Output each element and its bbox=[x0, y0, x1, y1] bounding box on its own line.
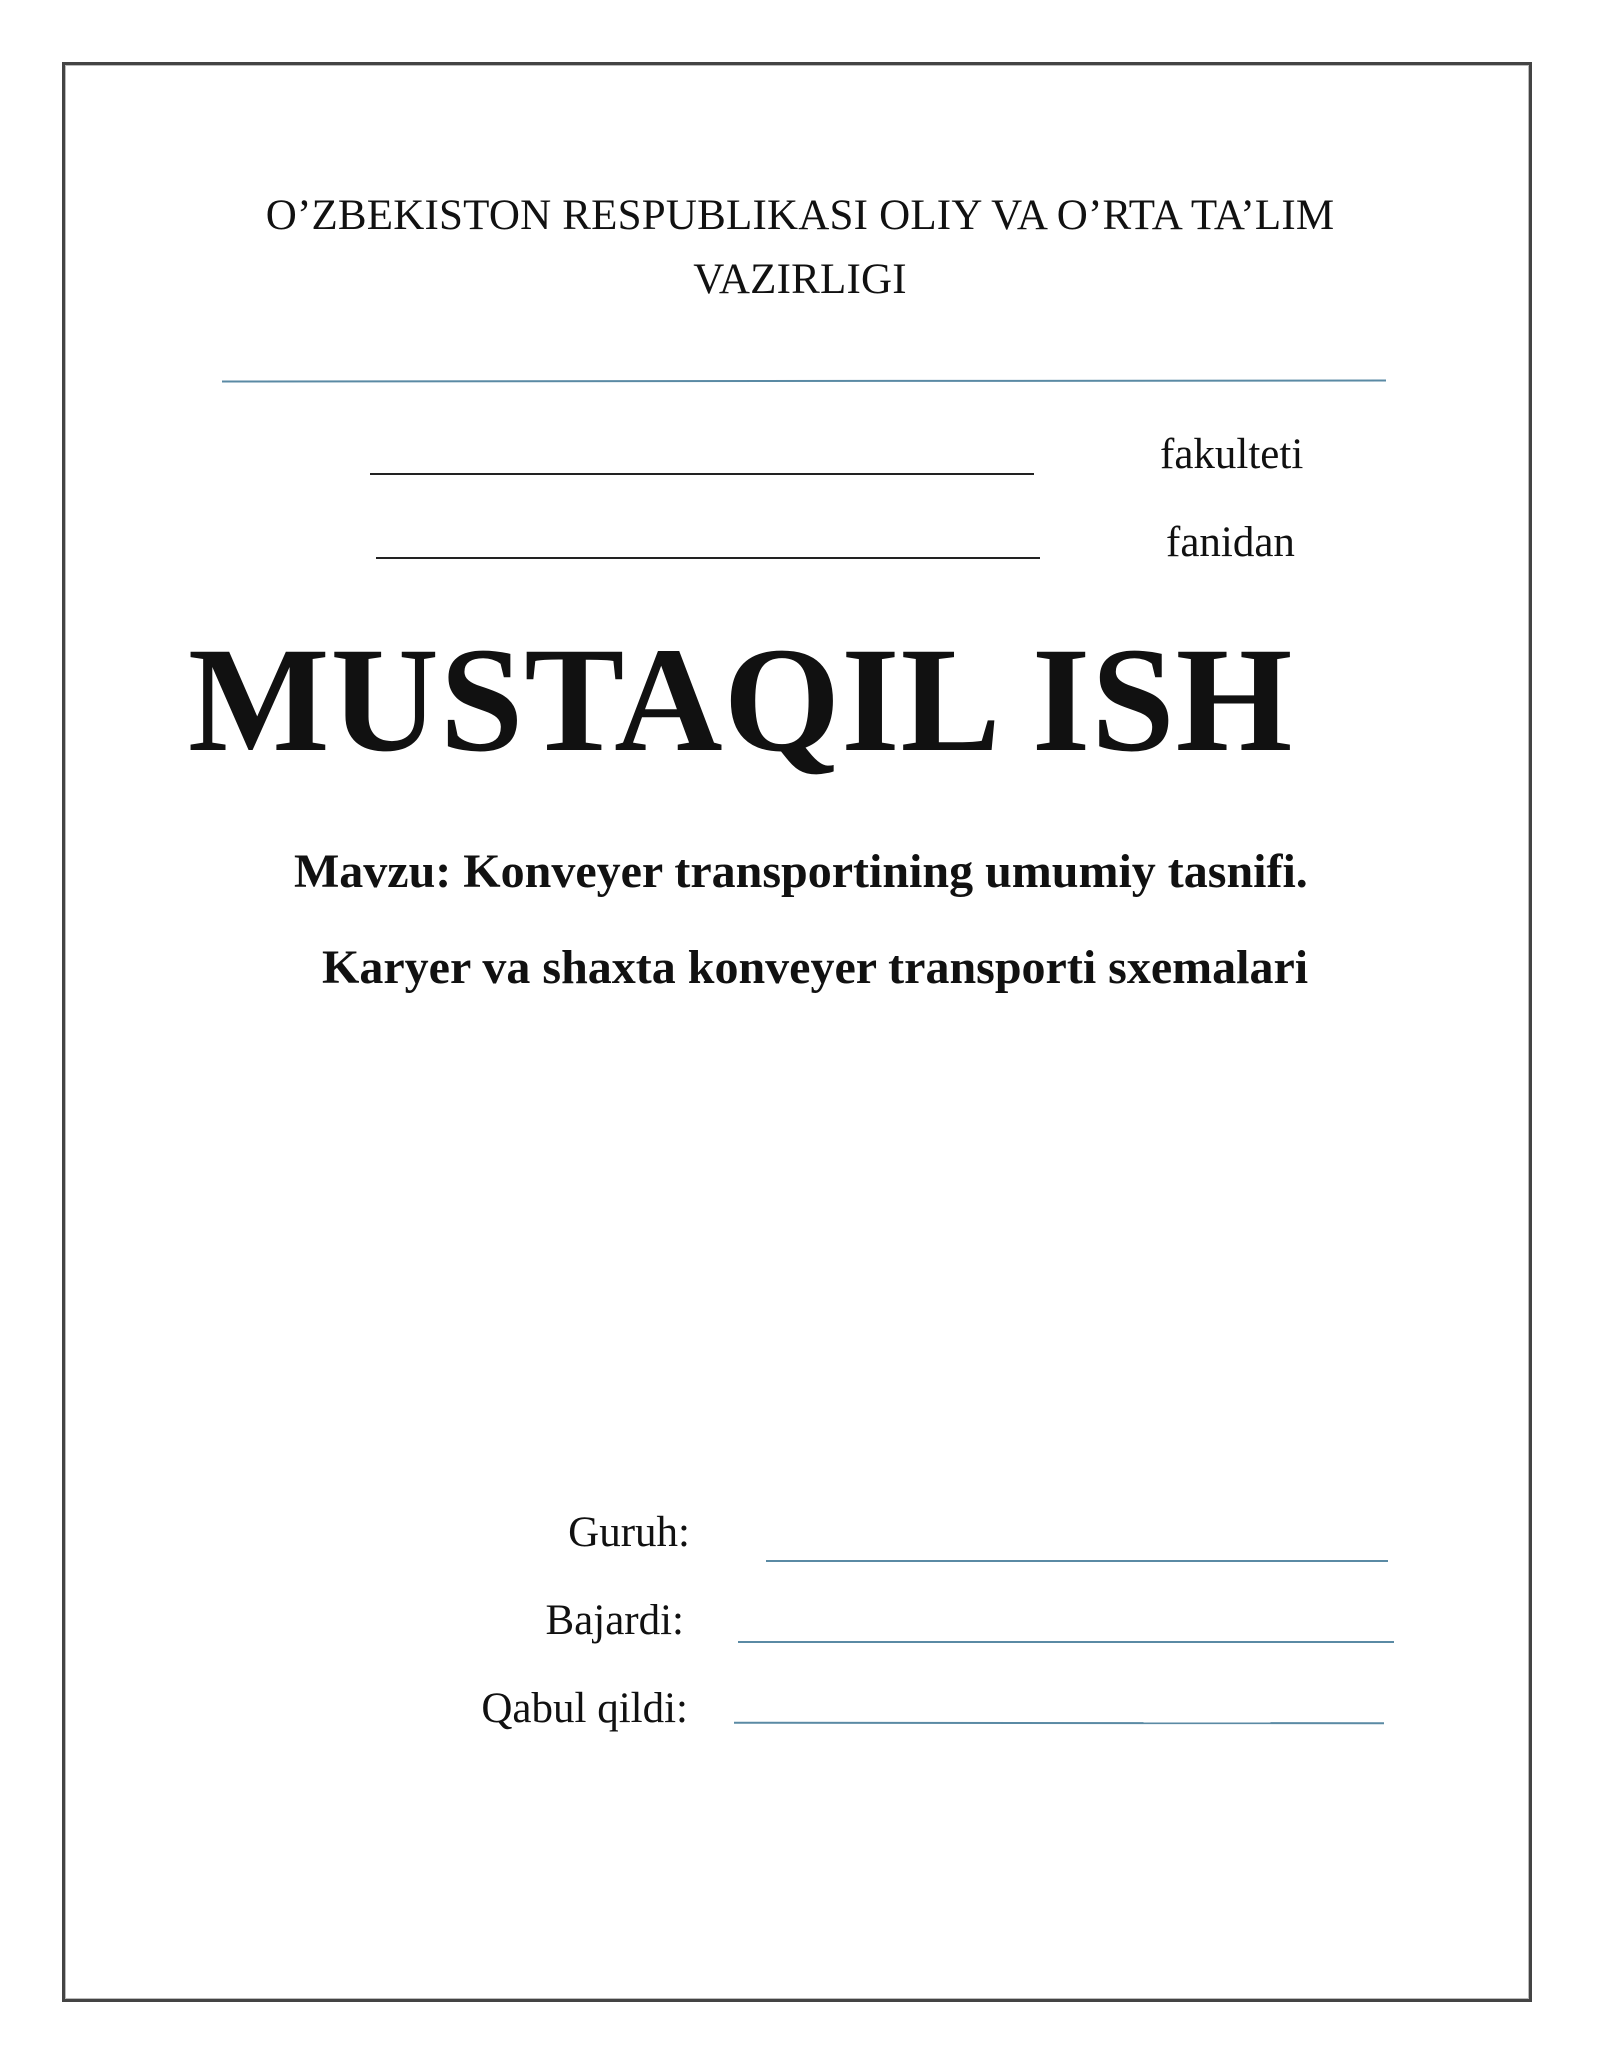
done-by-blank bbox=[738, 1641, 1394, 1643]
subject-blank bbox=[376, 557, 1040, 559]
accepted-by-label: Qabul qildi: bbox=[481, 1685, 688, 1732]
subject-label: fanidan bbox=[1166, 519, 1295, 566]
topic-line-2: Karyer va shaxta konveyer transporti sxemalari bbox=[322, 941, 1309, 994]
topic-line-1: Mavzu: Konveyer transportining umumiy tasnifi. bbox=[294, 845, 1308, 898]
done-by-label: Bajardi: bbox=[545, 1597, 684, 1644]
page-border bbox=[62, 62, 1532, 2002]
ministry-line-2: VAZIRLIGI bbox=[693, 256, 907, 303]
faculty-label: fakulteti bbox=[1160, 431, 1304, 478]
faculty-blank bbox=[370, 473, 1034, 475]
document-title: MUSTAQIL ISH bbox=[188, 617, 1294, 783]
group-blank bbox=[766, 1560, 1388, 1562]
group-label: Guruh: bbox=[568, 1509, 690, 1556]
ministry-header bbox=[150, 184, 1450, 312]
ministry-line-1: O’ZBEKISTON RESPUBLIKASI OLIY VA O’RTA TA’LIM bbox=[265, 192, 1335, 239]
